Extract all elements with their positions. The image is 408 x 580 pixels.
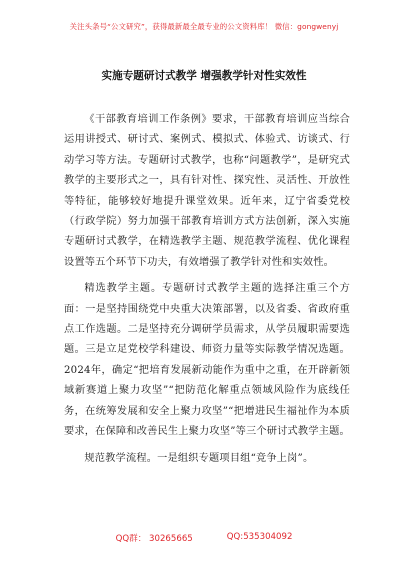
header-banner: [0, 0, 408, 52]
paragraph: 精选教学主题。专题研讨式教学主题的选择注重三个方面：一是坚持围绕党中央重大决策部署，以及省委、省政府重点工作选题。二是坚持充分调研学员需求，从学员履职需要选题。三是立足党校学科建设、师资力量等实际教学情况选题。2024年，确定“把培育发展新动能作为重中之重，在开辟新领域新赛道上聚力攻坚”“把防范化解重点领域风险作为底线任务，在统筹发展和安全上聚力攻坚”“把增进民生福祉作为本质要求，在保障和改善民生上聚力攻坚”等三个研讨式教学主题。: [64, 283, 350, 438]
paragraph: 《干部教育培训工作条例》要求，干部教育培训应当综合运用讲授式、研讨式、案例式、模拟式、体验式、访谈式、行动学习等方法。专题研讨式教学，也称“问题教学”，是研究式教学的主要形式之一，具有针对性、探究性、灵活性、开放性等特征，能够较好地提升课堂效果。近年来，辽宁省委党校（行政学院）努力加强干部教育培训方式方法创新，深入实施专题研讨式教学，在精选教学主题、规范教学流程、优化课程设置等五个环节下功夫，有效增强了教学针对性和实效性。: [64, 114, 350, 268]
footer-contact: [0, 532, 408, 548]
document-title: 实施专题研讨式教学 增强教学针对性实效性: [101, 70, 307, 82]
footer-qq: QQ:535304092: [226, 532, 293, 542]
footer-qq-group: QQ群： 30265665: [115, 534, 193, 544]
header-notice: 关注头条号“公文研究”，获得最新最全最专业的公文资料库！ 微信：gongwenyj: [69, 21, 339, 31]
document-body: [64, 110, 350, 475]
paragraph: 规范教学流程。一是组织专题项目组“竞争上岗”。: [84, 452, 314, 464]
